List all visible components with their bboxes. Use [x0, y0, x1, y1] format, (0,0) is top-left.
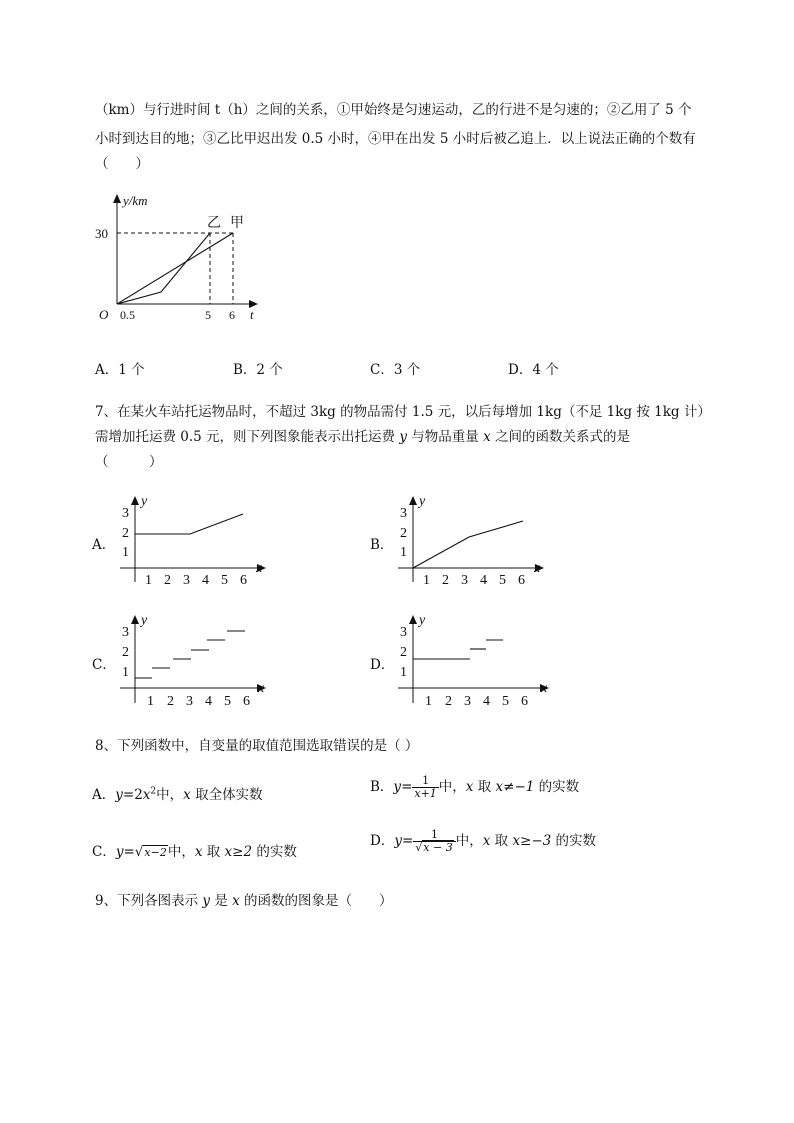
- q7-text-c: 之间的函数关系式的是: [490, 429, 630, 445]
- svg-text:1: 1: [122, 665, 129, 680]
- svg-text:3: 3: [122, 506, 129, 521]
- q6-option-b[interactable]: B．2 个: [233, 362, 283, 378]
- svg-text:3: 3: [183, 573, 190, 587]
- q6-xtick-5: 5: [205, 308, 211, 322]
- jia-line: [117, 233, 233, 304]
- svg-text:3: 3: [400, 625, 407, 640]
- svg-text:5: 5: [499, 573, 506, 587]
- q8-option-c[interactable]: C．y=√x−2中，x 取 x≥2 的实数: [92, 844, 297, 860]
- q6-xtick-0.5: 0.5: [120, 308, 135, 322]
- q7-graph-d[interactable]: [393, 611, 558, 711]
- svg-text:5: 5: [224, 694, 231, 709]
- svg-text:2: 2: [164, 573, 171, 587]
- label-jia: 甲: [230, 216, 244, 231]
- q6-xtick-6: 6: [229, 308, 235, 322]
- q6-xlabel: t: [250, 307, 254, 322]
- svg-text:x: x: [256, 561, 263, 576]
- q7-graph-a[interactable]: [115, 492, 275, 587]
- svg-text:3: 3: [461, 573, 468, 587]
- svg-text:2: 2: [122, 645, 129, 660]
- q7-var-y: y: [399, 429, 407, 445]
- svg-text:3: 3: [464, 694, 471, 709]
- q6-option-c[interactable]: C．3 个: [370, 362, 421, 378]
- q8-option-a[interactable]: A．$y=2x^2$中，x 取全体实数: [92, 786, 263, 803]
- q7-option-a-label[interactable]: A．: [92, 537, 116, 553]
- q6-option-a[interactable]: A．1 个: [95, 362, 145, 378]
- q7-text-a: 需增加托运费 0.5 元，则下列图象能表示出托运费: [95, 429, 400, 445]
- svg-text:4: 4: [483, 694, 490, 709]
- svg-text:4: 4: [480, 573, 487, 587]
- svg-text:6: 6: [243, 694, 250, 709]
- q7-var-x: x: [483, 429, 491, 445]
- q6-line-1: （km）与行进时间 t（h）之间的关系，①甲始终是匀速运动，乙的行进不是匀速的；②乙用了 5 个: [95, 102, 692, 118]
- q7-line-2: [95, 425, 630, 445]
- svg-text:2: 2: [167, 694, 174, 709]
- q6-ytick-30: 30: [95, 226, 108, 241]
- svg-text:5: 5: [502, 694, 509, 709]
- svg-text:1: 1: [147, 694, 154, 709]
- q7-option-b-label[interactable]: B．: [370, 537, 394, 553]
- svg-text:x: x: [258, 681, 265, 696]
- q8-option-d[interactable]: D．y= $\frac{1}{√x - 3}$ 中，x 取 x≥−3 的实数: [370, 828, 597, 854]
- q8-option-b[interactable]: B．y= $\frac{1}{x+1}$ 中，x 取 x≠−1 的实数: [370, 774, 580, 800]
- q6-origin: O: [99, 307, 109, 322]
- q9-stem: 9、下列各图表示 y 是 x 的函数的图象是（ ）: [95, 893, 393, 909]
- svg-text:1: 1: [400, 545, 407, 560]
- svg-text:1: 1: [122, 545, 129, 560]
- svg-text:2: 2: [400, 526, 407, 541]
- svg-text:4: 4: [205, 694, 212, 709]
- svg-text:1: 1: [400, 665, 407, 680]
- q7-line-1: 7、在某火车站托运物品时，不超过 3kg 的物品需付 1.5 元，以后每增加 1kg（不足 1kg 按 1kg 计）: [95, 404, 711, 420]
- svg-text:1: 1: [425, 694, 432, 709]
- svg-text:2: 2: [400, 645, 407, 660]
- svg-text:5: 5: [221, 573, 228, 587]
- svg-text:4: 4: [202, 573, 209, 587]
- q6-option-d[interactable]: D．4 个: [508, 362, 559, 378]
- q6-ylabel: y/km: [123, 193, 148, 208]
- q6-line-2: 小时到达目的地；③乙比甲迟出发 0.5 小时，④甲在出发 5 小时后被乙追上．以上说法正确的个数有: [95, 131, 696, 147]
- q8-stem: 8、下列函数中，自变量的取值范围选取错误的是（ ）: [95, 738, 419, 754]
- svg-text:2: 2: [442, 573, 449, 587]
- q7-option-d-label[interactable]: D．: [370, 657, 395, 673]
- svg-text:3: 3: [400, 506, 407, 521]
- svg-text:3: 3: [122, 625, 129, 640]
- q6-graph: [90, 190, 270, 330]
- svg-text:y: y: [419, 613, 426, 628]
- svg-text:1: 1: [145, 573, 152, 587]
- label-yi: 乙: [207, 216, 221, 231]
- svg-text:2: 2: [445, 694, 452, 709]
- svg-text:y: y: [141, 494, 148, 509]
- svg-text:6: 6: [521, 694, 528, 709]
- svg-text:1: 1: [423, 573, 430, 587]
- q7-paren: （ ）: [95, 454, 163, 470]
- q6-paren: （ ）: [95, 156, 149, 172]
- svg-text:6: 6: [518, 573, 525, 587]
- svg-text:y: y: [141, 613, 148, 628]
- yi-line: [117, 233, 210, 304]
- q7-graph-c[interactable]: [115, 611, 275, 711]
- svg-text:3: 3: [186, 694, 193, 709]
- q7-text-b: 与物品重量: [406, 429, 484, 445]
- svg-text:6: 6: [240, 573, 247, 587]
- svg-text:x: x: [541, 681, 548, 696]
- q7-graph-b[interactable]: [393, 492, 553, 587]
- svg-text:y: y: [419, 494, 426, 509]
- q7-option-c-label[interactable]: C．: [92, 657, 116, 673]
- svg-text:2: 2: [122, 526, 129, 541]
- svg-text:x: x: [534, 561, 541, 576]
